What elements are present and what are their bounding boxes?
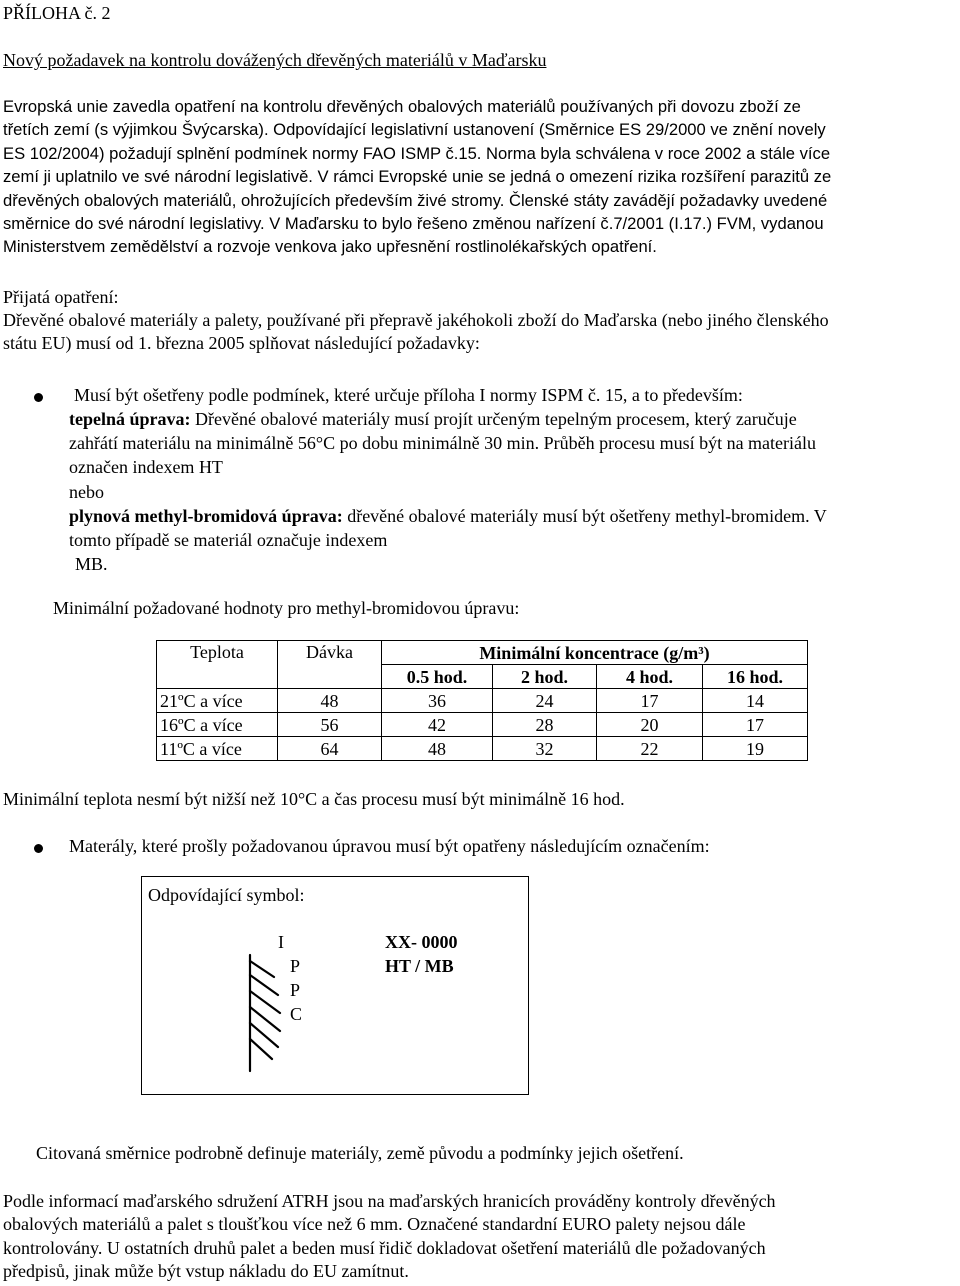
- dose-cell: 64: [278, 737, 382, 761]
- table-row: [157, 689, 808, 713]
- measures-heading: Přijatá opatření:: [3, 287, 119, 307]
- appendix-label: PŘÍLOHA č. 2: [3, 3, 111, 23]
- ippc-letter: C: [290, 1004, 303, 1024]
- intro-line: ES 102/2004) požadují splnění podmínek normy FAO ISMP č.15. Norma byla schválena v roce 2002 a stále více: [3, 143, 831, 163]
- measures-line: státu EU) musí od 1. března 2005 splňovat následující požadavky:: [3, 333, 480, 354]
- document-title: Nový požadavek na kontrolu dovážených dřevěných materiálů v Maďarsku: [3, 50, 547, 70]
- gas-treatment-line1: [69, 506, 827, 527]
- heat-treatment-text: Dřevěné obalové materiály musí projít určeným tepelným procesem, který zaručuje: [190, 409, 797, 429]
- intro-line: třetích zemí (s výjimkou Švýcarska). Odpovídající legislativní ustanovení (Směrnice ES 29/2000 ve znění novely: [3, 120, 826, 140]
- conc-cell: 17: [597, 689, 703, 713]
- intro-line: směrnice do své národní legislativy. V Maďarsku to bylo řešeno změnou nařízení č.7/2001 (I.17.) FVM, vydanou: [3, 213, 824, 233]
- intro-paragraph: [3, 95, 957, 259]
- subcol-header: 2 hod.: [493, 665, 597, 689]
- conc-cell: 28: [493, 713, 597, 737]
- atrh-line: obalových materiálů a palet s tloušťkou více než 6 mm. Označené standardní EURO palety nejsou dále: [3, 1214, 746, 1235]
- atrh-paragraph: [3, 1190, 957, 1284]
- symbol-label: Odpovídající symbol:: [148, 885, 305, 905]
- ippc-letter: P: [290, 956, 301, 976]
- bullet2-text: Materály, které prošly požadovanou úpravou musí být opatřeny následujícím označením:: [69, 836, 710, 856]
- intro-line: Evropská unie zavedla opatření na kontrolu dřevěných obalových materiálů používaných při dovozu zboží ze: [3, 97, 801, 116]
- conc-cell: 17: [703, 713, 808, 737]
- dose-cell: 56: [278, 713, 382, 737]
- ippc-letter: I: [278, 932, 284, 952]
- temp-cell: 21ºC a více: [157, 689, 278, 713]
- heat-treatment-label: tepelná úprava:: [69, 409, 191, 429]
- atrh-line: Podle informací maďarského sdružení ATRH jsou na maďarských hranicích prováděny kontroly dřevěných: [3, 1191, 776, 1211]
- bullet-dot: [34, 393, 43, 402]
- conc-cell: 20: [597, 713, 703, 737]
- gas-treatment-text: dřevěné obalové materiály musí být ošetřeny methyl-bromidem. V: [342, 506, 827, 526]
- bullet-dot: [34, 844, 43, 853]
- or-text: nebo: [69, 482, 104, 502]
- methyl-bromide-table: [156, 640, 808, 761]
- temp-cell: 11ºC a více: [157, 737, 278, 761]
- ippc-symbol-box: [141, 876, 529, 1095]
- table-caption: Minimální požadované hodnoty pro methyl-bromidovou úpravu:: [53, 598, 520, 618]
- gas-treatment-label: plynová methyl-bromidová úprava:: [69, 506, 343, 526]
- country-producer-code: XX- 0000: [385, 932, 458, 952]
- bullet1-intro: Musí být ošetřeny podle podmínek, které určuje příloha I normy ISPM č. 15, a to především:: [74, 385, 743, 405]
- heat-treatment-line1: [69, 409, 797, 430]
- intro-line: zemí ji uplatnilo ve své národní legislativě. V rámci Evropské unie se jedná o omezení rizika rozšíření parazitů ze: [3, 167, 832, 187]
- intro-line: Ministerstvem zemědělství a rozvoje venkova jako upřesnění rostlinolékařských opatření.: [3, 237, 657, 257]
- treatment-code: HT / MB: [385, 956, 454, 976]
- temp-cell: 16ºC a více: [157, 713, 278, 737]
- gas-treatment-line3: MB.: [75, 554, 108, 574]
- gas-treatment-line2: tomto případě se materiál označuje indexem: [69, 530, 388, 550]
- conc-cell: 24: [493, 689, 597, 713]
- subcol-header: 16 hod.: [703, 665, 808, 689]
- heat-treatment-line3: označen indexem HT: [69, 457, 223, 477]
- atrh-line: kontrolovány. U ostatních druhů palet a beden musí řidič dokladovat ošetření materiálů dle požadovaných: [3, 1237, 766, 1258]
- subcol-header: 0.5 hod.: [382, 665, 493, 689]
- heat-treatment-line2: zahřátí materiálu na minimálně 56°C po dobu minimálně 30 min. Průběh procesu musí být na materiálu: [69, 433, 817, 453]
- subcol-header: 4 hod.: [597, 665, 703, 689]
- col-temp-header: Teplota: [157, 641, 278, 689]
- conc-cell: 19: [703, 737, 808, 761]
- directive-note: Citovaná směrnice podrobně definuje materiály, země původu a podmínky jejich ošetření.: [36, 1143, 684, 1163]
- measures-paragraph: [3, 309, 957, 356]
- conc-cell: 48: [382, 737, 493, 761]
- wheat-ear-icon: [238, 947, 301, 1077]
- conc-cell: 22: [597, 737, 703, 761]
- table-row: [157, 713, 808, 737]
- conc-cell: 32: [493, 737, 597, 761]
- conc-cell: 42: [382, 713, 493, 737]
- conc-cell: 14: [703, 689, 808, 713]
- conc-cell: 36: [382, 689, 493, 713]
- col-conc-header: Minimální koncentrace (g/m³): [382, 641, 808, 665]
- col-dose-header: Dávka: [278, 641, 382, 689]
- intro-line: dřevěných obalových materiálů, ohrožujících především živé stromy. Členské státy zavádějí požadavky uvedené: [3, 190, 828, 210]
- ippc-letter: P: [290, 980, 301, 1000]
- table-header-row: [157, 641, 808, 665]
- atrh-line: předpisů, jinak může být vstup nákladu do EU zamítnut.: [3, 1261, 409, 1282]
- measures-line: Dřevěné obalové materiály a palety, používané při přepravě jakéhokoli zboží do Maďarska (nebo jiného členského: [3, 310, 829, 330]
- dose-cell: 48: [278, 689, 382, 713]
- table-row: [157, 737, 808, 761]
- min-temp-note: Minimální teplota nesmí být nižší než 10°C a čas procesu musí být minimálně 16 hod.: [3, 789, 625, 809]
